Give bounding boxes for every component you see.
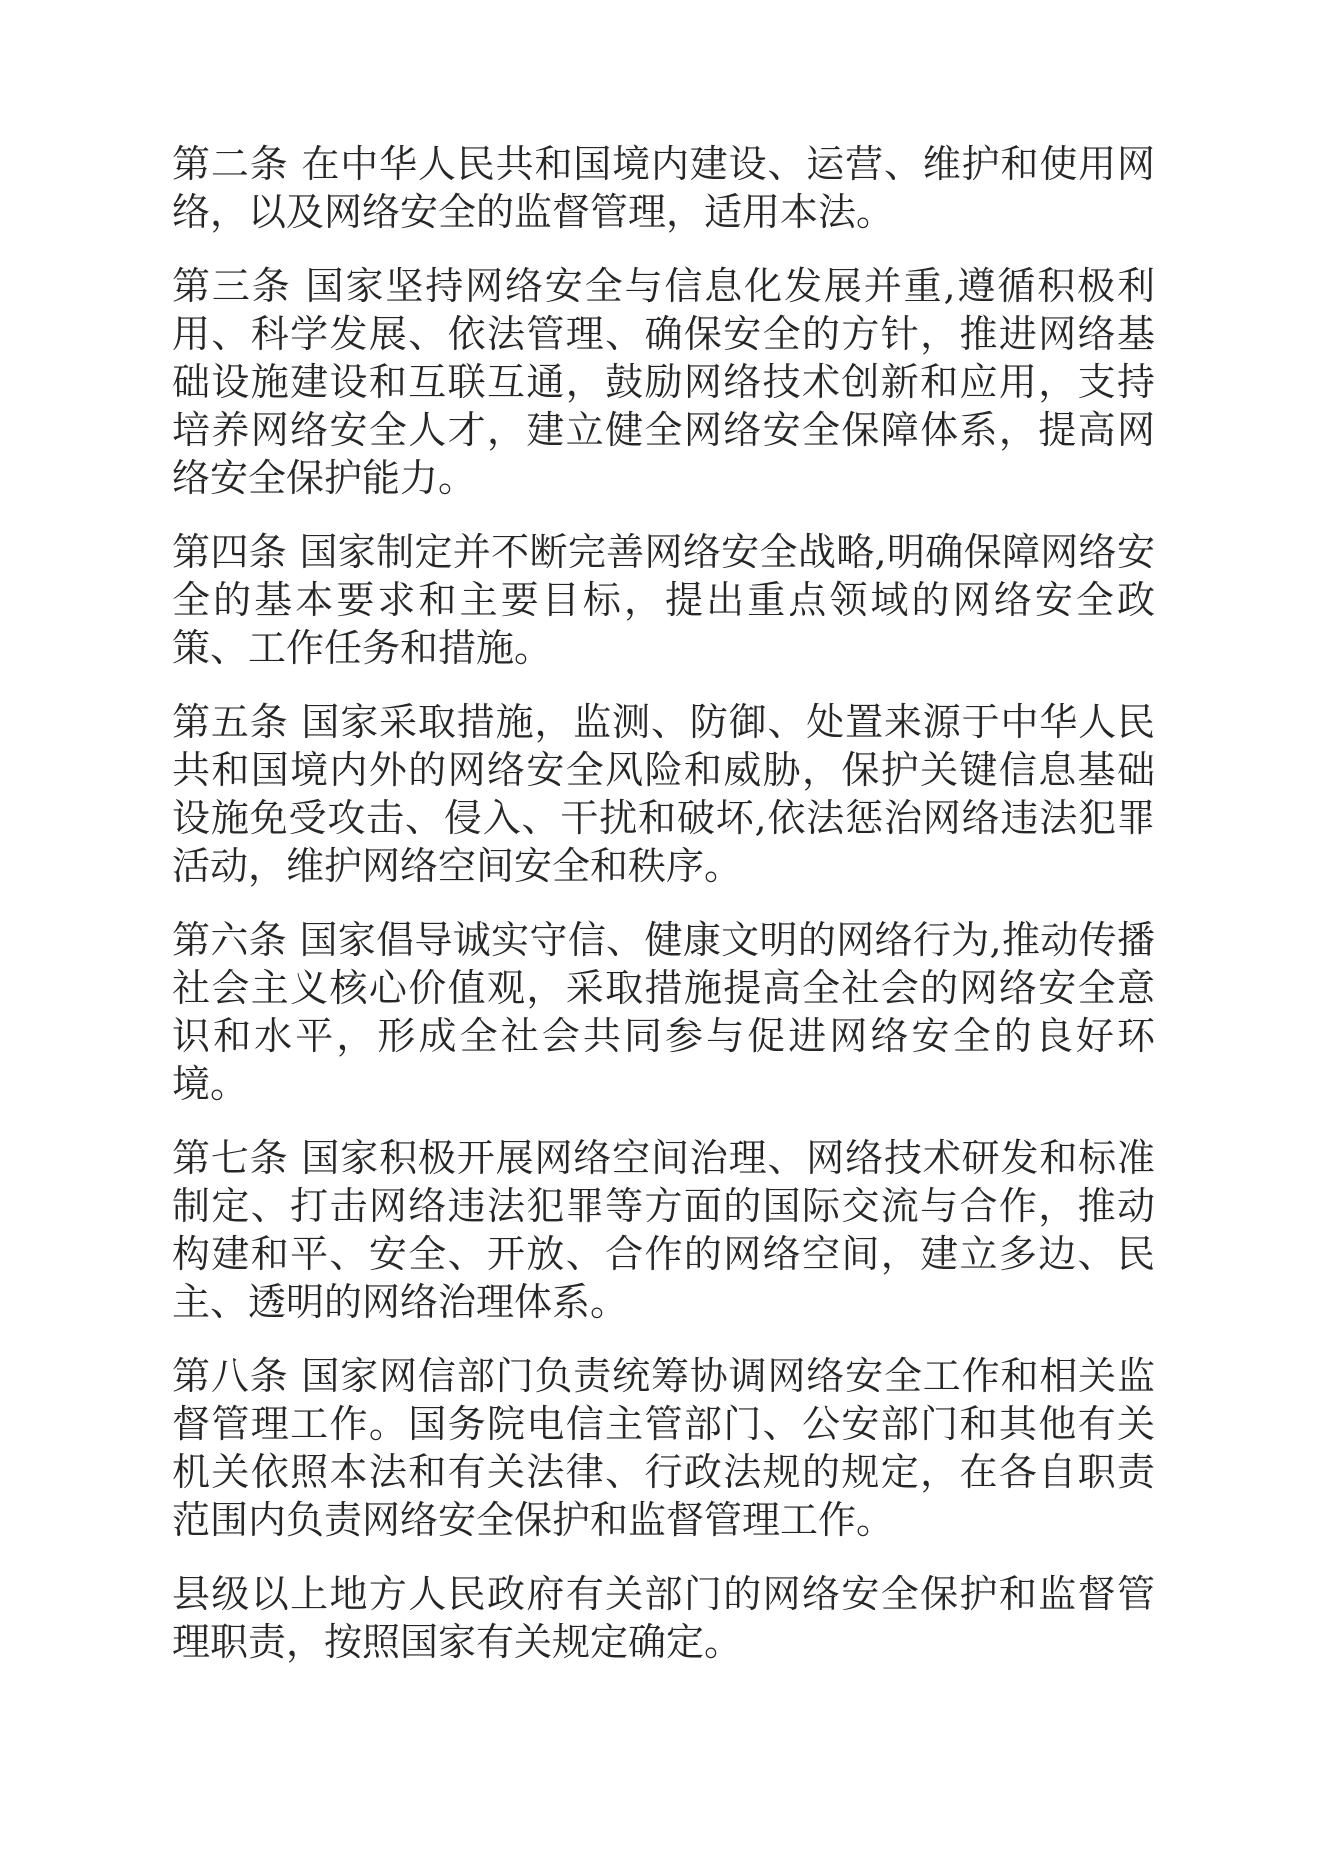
law-text-body: [172, 140, 1155, 1666]
paragraph-article-7: 第七条 国家积极开展网络空间治理、网络技术研发和标准制定、打击网络违法犯罪等方面的国际交流与合作，推动构建和平、安全、开放、合作的网络空间，建立多边、民主、透明的网络治理体系。: [172, 1136, 1155, 1324]
paragraph-article-5: 第五条 国家采取措施，监测、防御、处置来源于中华人民共和国境内外的网络安全风险和威胁，保护关键信息基础设施免受攻击、侵入、干扰和破坏,依法惩治网络违法犯罪活动，维护网络空间安全和秩序。: [172, 700, 1155, 888]
paragraph-article-2: 第二条 在中华人民共和国境内建设、运营、维护和使用网络，以及网络安全的监督管理，适用本法。: [172, 142, 1155, 234]
paragraph-article-4: 第四条 国家制定并不断完善网络安全战略,明确保障网络安全的基本要求和主要目标，提出重点领域的网络安全政策、工作任务和措施。: [172, 530, 1155, 670]
paragraph-article-8-continued: 县级以上地方人民政府有关部门的网络安全保护和监督管理职责，按照国家有关规定确定。: [172, 1572, 1155, 1664]
paragraph-article-3: 第三条 国家坚持网络安全与信息化发展并重,遵循积极利用、科学发展、依法管理、确保安全的方针，推进网络基础设施建设和互联互通，鼓励网络技术创新和应用，支持培养网络安全人才，建立健全网络安全保障体系，提高网络安全保护能力。: [172, 264, 1155, 500]
paragraph-article-6: 第六条 国家倡导诚实守信、健康文明的网络行为,推动传播社会主义核心价值观，采取措施提高全社会的网络安全意识和水平，形成全社会共同参与促进网络安全的良好环境。: [172, 918, 1155, 1106]
paragraph-article-8: 第八条 国家网信部门负责统筹协调网络安全工作和相关监督管理工作。国务院电信主管部门、公安部门和其他有关机关依照本法和有关法律、行政法规的规定，在各自职责范围内负责网络安全保护和监督管理工作。: [172, 1354, 1155, 1542]
